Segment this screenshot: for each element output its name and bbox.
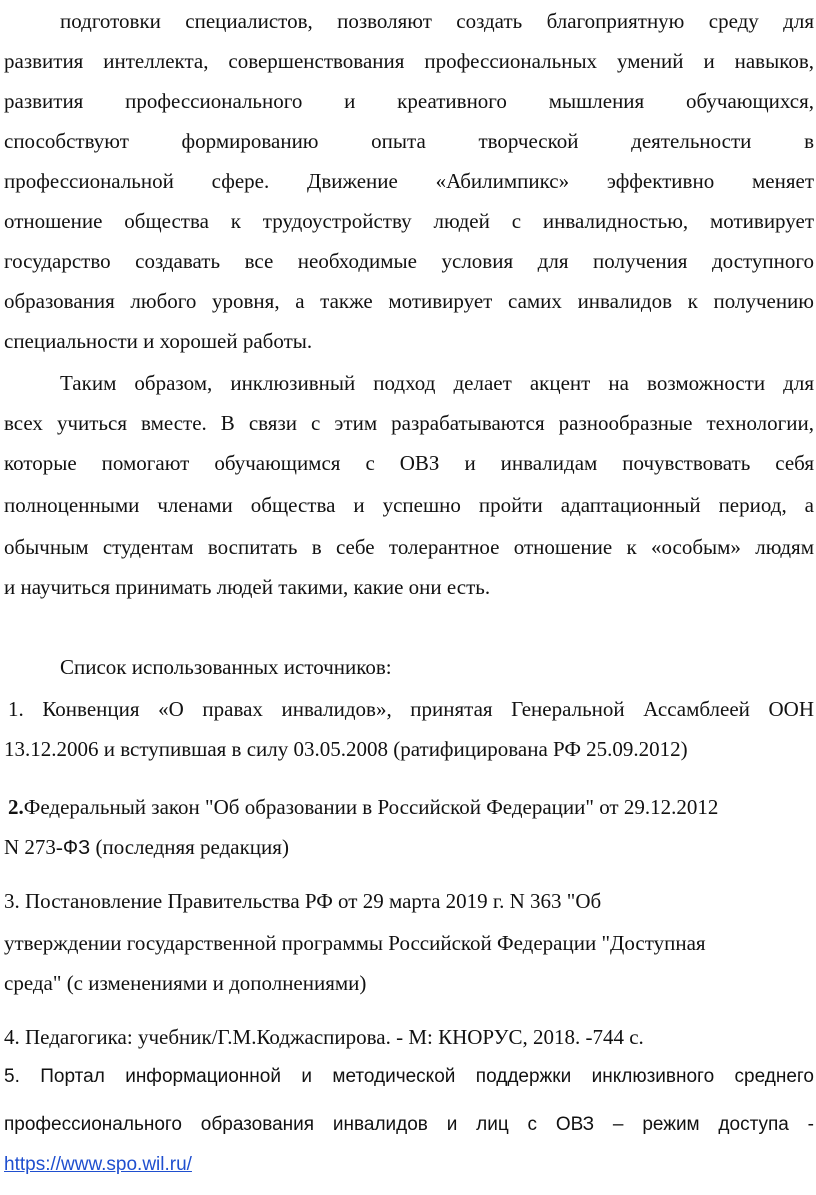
paragraph-2-line-6: и научиться принимать людей такими, какие они есть. [4, 575, 491, 599]
paragraph-2-line-4: полноценными членами общества и успешно пройти адаптационный период, а [4, 493, 814, 517]
reference-1-line-1: 1. Конвенция «О правах инвалидов», принятая Генеральной Ассамблеей ООН [8, 697, 814, 721]
paragraph-2-line-2: всех учиться вместе. В связи с этим разрабатываются разнообразные технологии, [4, 411, 814, 435]
paragraph-2-line-3: которые помогают обучающимся с ОВЗ и инвалидам почувствовать себя [4, 451, 814, 475]
references-heading: Список использованных источников: [60, 655, 392, 679]
paragraph-1-line-4: способствуют формированию опыта творческой деятельности в [4, 129, 814, 153]
paragraph-1-line-6: отношение общества к трудоустройству людей с инвалидностью, мотивирует [4, 209, 814, 233]
reference-2-line-2 [4, 826, 289, 868]
reference-2-edition: (последняя редакция) [90, 835, 289, 859]
reference-4-line-1: 4. Педагогика: учебник/Г.М.Коджаспирова. - М: КНОРУС, 2018. -744 с. [4, 1025, 644, 1049]
reference-2-law-abbrev: ФЗ [62, 837, 91, 859]
reference-3-line-3: среда" (с изменениями и дополнениями) [4, 971, 367, 995]
paragraph-1-line-1: подготовки специалистов, позволяют создать благоприятную среду для [60, 9, 814, 33]
reference-3-line-1: 3. Постановление Правительства РФ от 29 марта 2019 г. N 363 "Об [4, 889, 602, 913]
reference-2-title: Федеральный закон "Об образовании в Российской Федерации" от 29.12.2012 [23, 795, 719, 819]
paragraph-1-line-3: развития профессионального и креативного мышления обучающихся, [4, 89, 814, 113]
reference-2-number: 2. [8, 795, 24, 819]
reference-2-number-text: N 273- [4, 835, 63, 859]
reference-5-line-2: профессионального образования инвалидов и лиц с ОВЗ – режим доступа - [4, 1114, 814, 1135]
paragraph-1-line-9: специальности и хорошей работы. [4, 329, 313, 353]
reference-5-link[interactable]: https://www.spo.wil.ru/ [4, 1154, 192, 1175]
paragraph-1-line-7: государство создавать все необходимые условия для получения доступного [4, 249, 814, 273]
paragraph-1-line-5: профессиональной сфере. Движение «Абилимпикс» эффективно меняет [4, 169, 814, 193]
paragraph-2-line-5: обычным студентам воспитать в себе толерантное отношение к «особым» людям [4, 535, 814, 559]
paragraph-2-line-1: Таким образом, инклюзивный подход делает акцент на возможности для [60, 371, 814, 395]
paragraph-1-line-2: развития интеллекта, совершенствования профессиональных умений и навыков, [4, 49, 814, 73]
reference-5-line-3 [4, 1144, 192, 1186]
reference-5-line-1: 5. Портал информационной и методической поддержки инклюзивного среднего [4, 1066, 814, 1087]
reference-1-line-2: 13.12.2006 и вступившая в силу 03.05.2008 (ратифицирована РФ 25.09.2012) [4, 737, 688, 761]
paragraph-1-line-8: образования любого уровня, а также мотивирует самих инвалидов к получению [4, 289, 814, 313]
reference-2-line-1 [8, 786, 814, 828]
reference-3-line-2: утверждении государственной программы Российской Федерации "Доступная [4, 931, 706, 955]
